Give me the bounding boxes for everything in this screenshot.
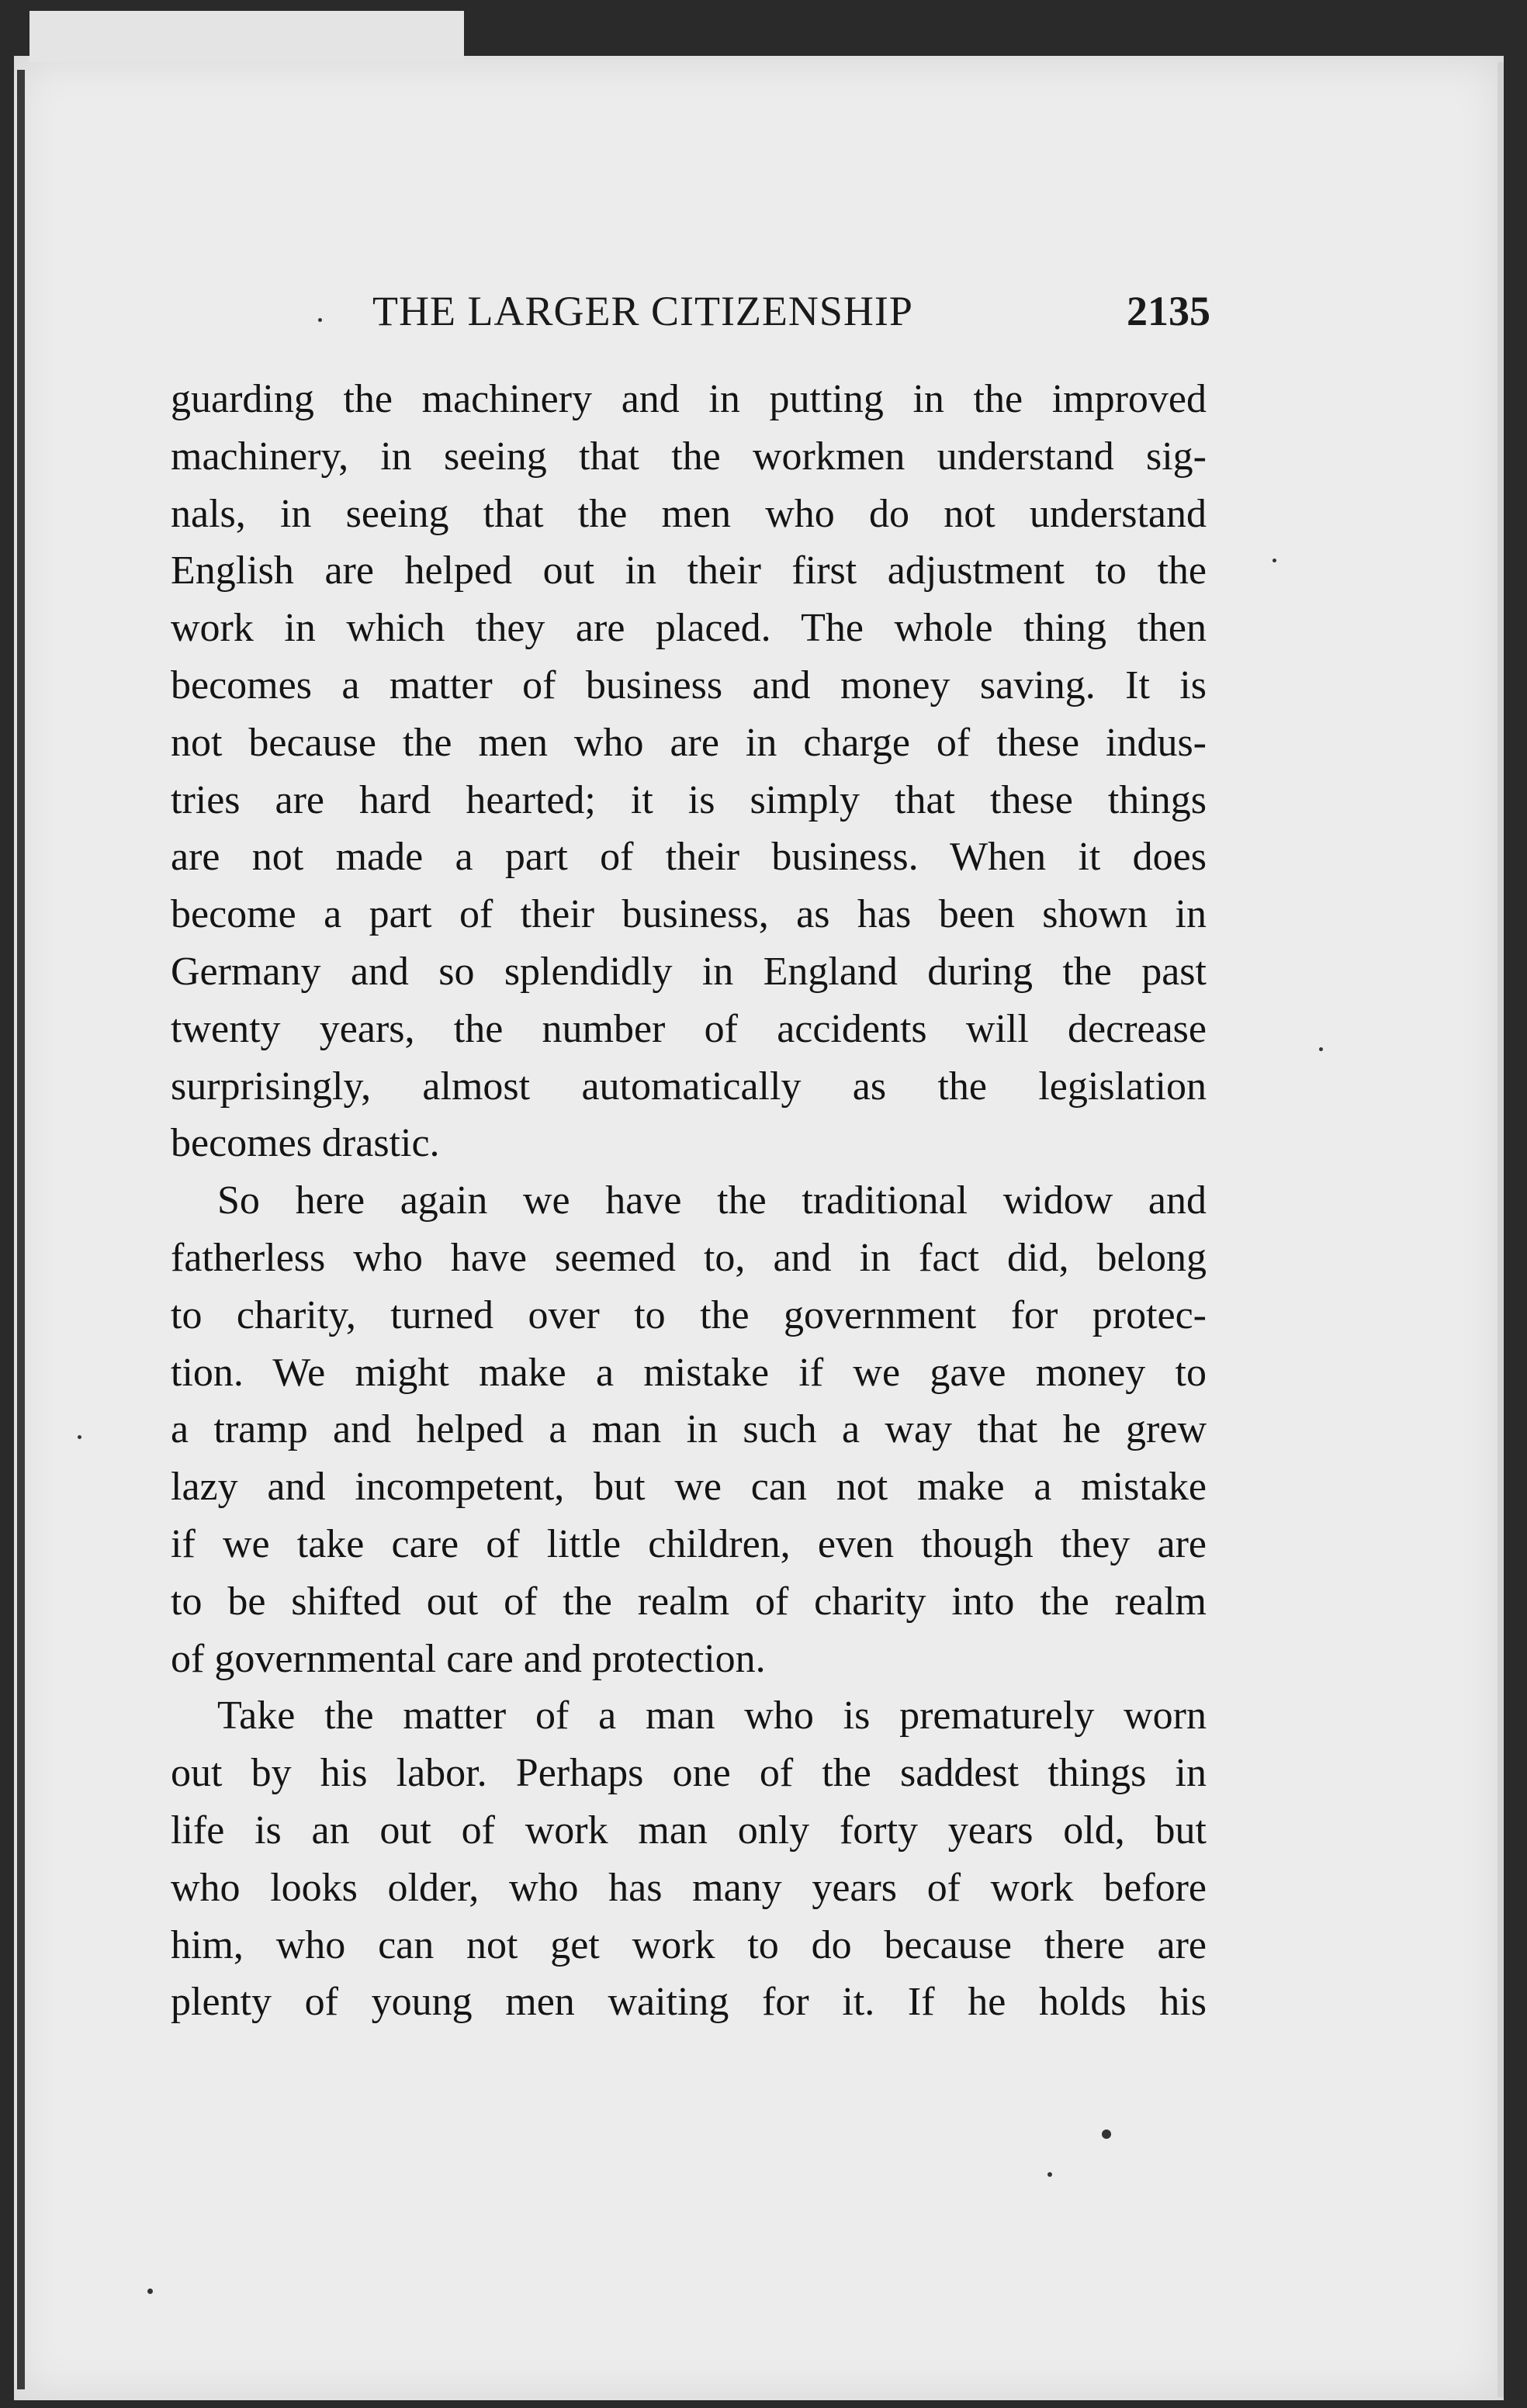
text-line: work in which they are placed. The whole thing then (171, 606, 1207, 651)
text-line: becomes a matter of business and money saving. It is (171, 663, 1207, 708)
text-line: tion. We might make a mistake if we gave money to (171, 1350, 1207, 1395)
scan-speck (78, 1435, 81, 1439)
scan-speck (1047, 2172, 1052, 2177)
paragraph (171, 1687, 1207, 2031)
page-number: 2135 (1127, 288, 1210, 334)
text-line: twenty years, the number of accidents will decrease (171, 1006, 1207, 1051)
text-line: a tramp and helped a man in such a way that he grew (171, 1407, 1207, 1452)
text-line: tries are hard hearted; it is simply that these things (171, 777, 1207, 822)
page-header (167, 287, 1210, 341)
text-line: plenty of young men waiting for it. If he holds his (171, 1980, 1207, 2025)
paragraph (171, 371, 1207, 1172)
text-line: surprisingly, almost automatically as the legislation (171, 1064, 1207, 1109)
text-line: nals, in seeing that the men who do not understand (171, 491, 1207, 536)
paragraph (171, 1172, 1207, 1687)
body-text (171, 371, 1207, 2031)
binding-edge (17, 70, 25, 2389)
scan-speck (1319, 1047, 1323, 1051)
page-right-edge (1498, 62, 1504, 2397)
text-line: who looks older, who has many years of work before (171, 1865, 1207, 1910)
text-line: if we take care of little children, even though they are (171, 1521, 1207, 1566)
text-line: lazy and incompetent, but we can not make a mistake (171, 1465, 1207, 1510)
text-line: to charity, turned over to the government for protec- (171, 1292, 1207, 1337)
scan-speck (147, 2289, 153, 2294)
page-tab-strip (29, 11, 464, 62)
text-line: life is an out of work man only forty years old, but (171, 1808, 1207, 1853)
text-line: guarding the machinery and in putting in the improved (171, 377, 1207, 421)
text-line: out by his labor. Perhaps one of the saddest things in (171, 1751, 1207, 1796)
running-head: THE LARGER CITIZENSHIP (372, 288, 913, 334)
scan-speck (1272, 559, 1276, 562)
text-line: not because the men who are in charge of these indus- (171, 720, 1207, 765)
text-line: become a part of their business, as has been shown in (171, 892, 1207, 937)
text-line: Take the matter of a man who is prematurely worn (217, 1694, 1207, 1739)
text-line: machinery, in seeing that the workmen understand sig- (171, 434, 1207, 479)
text-line: becomes drastic. (171, 1121, 440, 1166)
text-line: to be shifted out of the realm of charity into the realm (171, 1579, 1207, 1624)
text-line: him, who can not get work to do because there are (171, 1922, 1207, 1967)
text-line: are not made a part of their business. When it does (171, 835, 1207, 880)
scan-speck (1102, 2129, 1111, 2139)
text-line: English are helped out in their first adjustment to the (171, 548, 1207, 593)
text-line: Germany and so splendidly in England during the past (171, 949, 1207, 994)
text-line: of governmental care and protection. (171, 1636, 766, 1681)
text-line: So here again we have the traditional widow and (217, 1178, 1207, 1223)
text-line: fatherless who have seemed to, and in fact did, belong (171, 1235, 1207, 1280)
